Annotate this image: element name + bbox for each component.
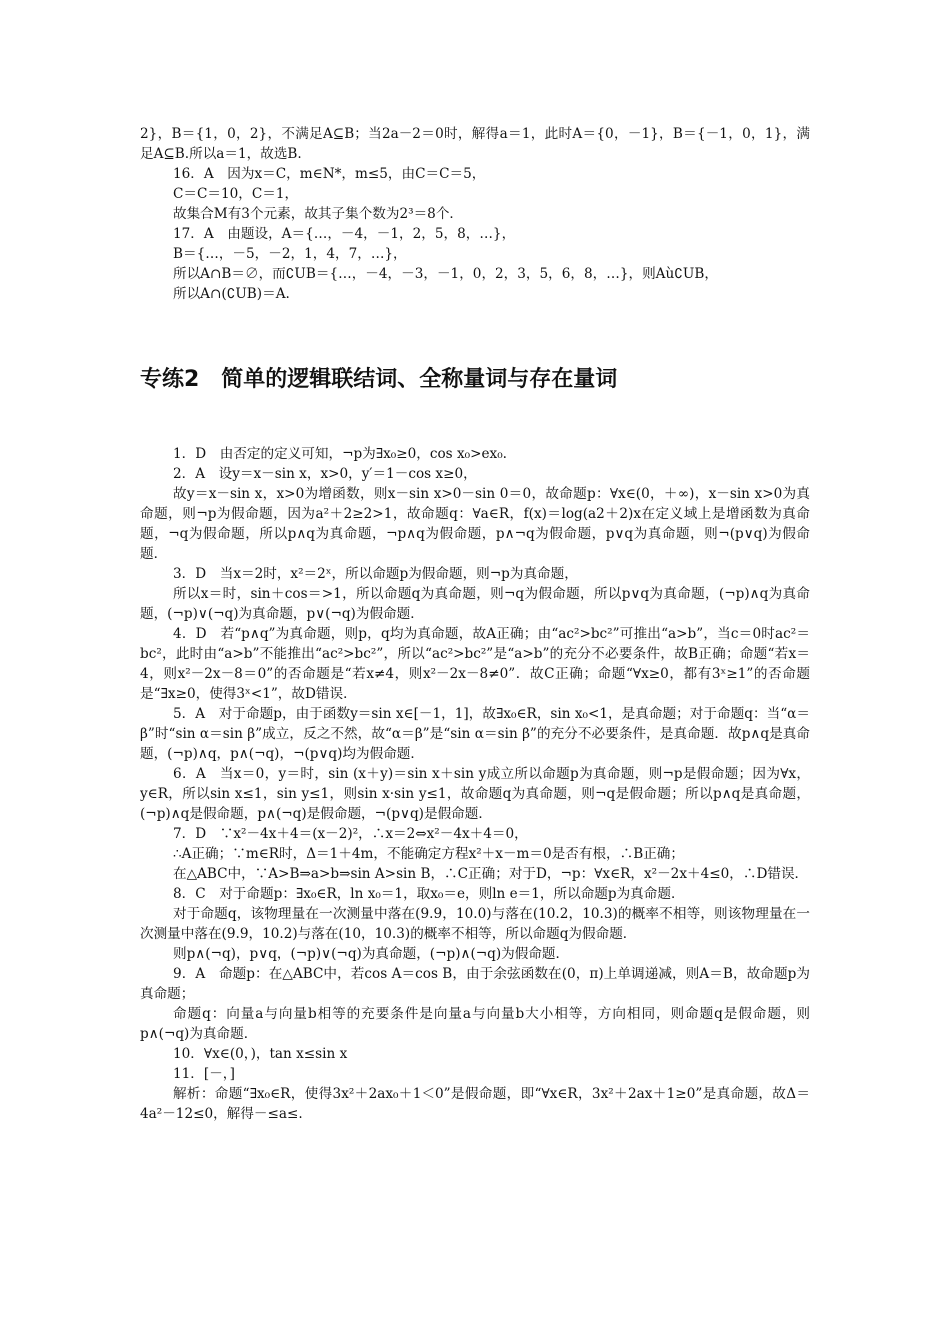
answer-10: 10．∀x∈(0，)，tan x≤sin x — [173, 1046, 348, 1062]
answer-5: 5．A 对于命题p，由于函数y＝sin x∈[－1，1]，故∃x₀∈R，sin x₀<1，是真命题；对于命题q：当“α＝β”时“sin α＝sin β”成立，反之不然，故“α＝β”是“sin α＝sin β”的充分不必要条件，是真命题．故p∧q是真命题，(¬p)∧q，p∧(¬q)，¬(p∨q)均为假命题． — [140, 706, 810, 762]
answer-3-detail: 所以x＝时，sin＋cos＝>1，所以命题q为真命题，则¬q为假命题，所以p∨q为真命题，(¬p)∧q为真命题，(¬p)∨(¬q)为真命题，p∨(¬q)为假命题． — [140, 586, 810, 622]
text-line: C＝C＝10，C＝1， — [173, 186, 299, 202]
answer-16: 16．A 因为x＝C，m∈N*，m≤5，由C＝C＝5， — [173, 166, 486, 182]
answer-6: 6．A 当x＝0，y＝时，sin (x＋y)＝sin x＋sin y成立所以命题p为真命题，则¬p是假命题；因为∀x，y∈R，所以sin x≤1，sin y≤1，则sin x·sin y≤1，故命题q为真命题，则¬q是假命题；所以p∧q是真命题，(¬p)∧q是假命题，p∧(¬q)是假命题，¬(p∨q)是假命题． — [140, 766, 810, 822]
answer-4: 4．D 若“p∧q”为真命题，则p，q均为真命题，故A正确；由“ac²>bc²”可推出“a>b”，当c＝0时ac²＝bc²，此时由“a>b”不能推出“ac²>bc²”，所以“ac²>bc²”是“a>b”的充分不必要条件，故B正确；命题“若x＝4，则x²－2x－8＝0”的否命题是“若x≠4，则x²－2x－8≠0”．故C正确；命题“∀x≥0，都有3ˣ≥1”的否命题是“∃x≥0，使得3ˣ<1”，故D错误． — [140, 626, 810, 702]
answer-8-detail: 对于命题q，该物理量在一次测量中落在(9.9，10.0)与落在(10.2，10.3)的概率不相等，则该物理量在一次测量中落在(9.9，10.2)与落在(10，10.3)的概率不相等，所以命题q为假命题． — [140, 906, 810, 942]
answer-8-detail: 则p∧(¬q)，p∨q，(¬p)∨(¬q)为真命题，(¬p)∧(¬q)为假命题． — [173, 946, 570, 962]
answer-7-detail: 在△ABC中，∵A>B⇒a>b⇒sin A>sin B，∴C正确；对于D，¬p：∀x∈R，x²－2x＋4≤0，∴D错误． — [173, 866, 809, 882]
answer-2-detail: 故y＝x－sin x，x>0为增函数，则x－sin x>0－sin 0＝0，故命题p：∀x∈(0，＋∞)，x－sin x>0为真命题，则¬p为假命题，因为a²＋2≥2>1，故命题q：∀a∈R，f(x)＝log(a2＋2)x在定义域上是增函数为真命题，¬q为假命题，所以p∧q为真命题，¬p∧q为假命题，p∧¬q为假命题，p∨q为真命题，则¬(p∨q)为假命题． — [140, 486, 810, 562]
section-title: 专练2 简单的逻辑联结词、全称量词与存在量词 — [140, 367, 618, 392]
answer-9: 9．A 命题p：在△ABC中，若cos A＝cos B，由于余弦函数在(0，π)上单调递减，则A＝B，故命题p为真命题； — [140, 966, 810, 1002]
previous-section-continuation — [140, 124, 810, 304]
answer-7: 7．D ∵x²－4x＋4＝(x－2)²，∴x＝2⇔x²－4x＋4＝0， — [173, 826, 528, 842]
answer-9-detail: 命题q：向量a与向量b相等的充要条件是向量a与向量b大小相等，方向相同，则命题q是假命题，则p∧(¬q)为真命题． — [140, 1006, 810, 1042]
text-line: B＝{…，－5，－2，1，4，7，…}， — [173, 246, 407, 262]
text-line: 所以A∩B＝∅，而∁UB＝{…，－4，－3，－1，0，2，3，5，6，8，…}，则Aù∁UB， — [173, 266, 718, 282]
text-line: 故集合M有3个元素，故其子集个数为2³＝8个． — [173, 206, 464, 222]
answer-2: 2．A 设y＝x－sin x，x>0，y′＝1－cos x≥0， — [173, 466, 477, 482]
answer-11-explanation: 解析：命题“∃x₀∈R，使得3x²＋2ax₀＋1＜0”是假命题，即“∀x∈R，3x²＋2ax＋1≥0”是真命题，故Δ＝4a²－12≤0，解得－≤a≤. — [140, 1086, 810, 1122]
answer-7-detail: ∴A正确；∵m∈R时，Δ＝1＋4m，不能确定方程x²＋x－m＝0是否有根，∴B正确； — [173, 846, 684, 862]
text-line: 所以A∩(∁UB)＝A. — [173, 286, 290, 302]
text-line: 2}，B＝{1，0，2}，不满足A⊆B；当2a－2＝0时，解得a＝1，此时A＝{0，－1}，B＝{－1，0，1}，满足A⊆B.所以a＝1，故选B. — [140, 126, 810, 162]
answer-1: 1．D 由否定的定义可知，¬p为∃x₀≥0，cos x₀>ex₀. — [173, 446, 507, 462]
answer-8: 8．C 对于命题p：∃x₀∈R，ln x₀＝1，取x₀＝e，则ln e＝1，所以命题p为真命题． — [173, 886, 685, 902]
answer-11: 11．[－，] — [173, 1066, 235, 1082]
answer-17: 17．A 由题设，A＝{…，－4，－1，2，5，8，…}， — [173, 226, 516, 242]
answers-section — [140, 444, 810, 1124]
answer-3: 3．D 当x＝2时，x²＝2ˣ，所以命题p为假命题，则¬p为真命题， — [173, 566, 578, 582]
